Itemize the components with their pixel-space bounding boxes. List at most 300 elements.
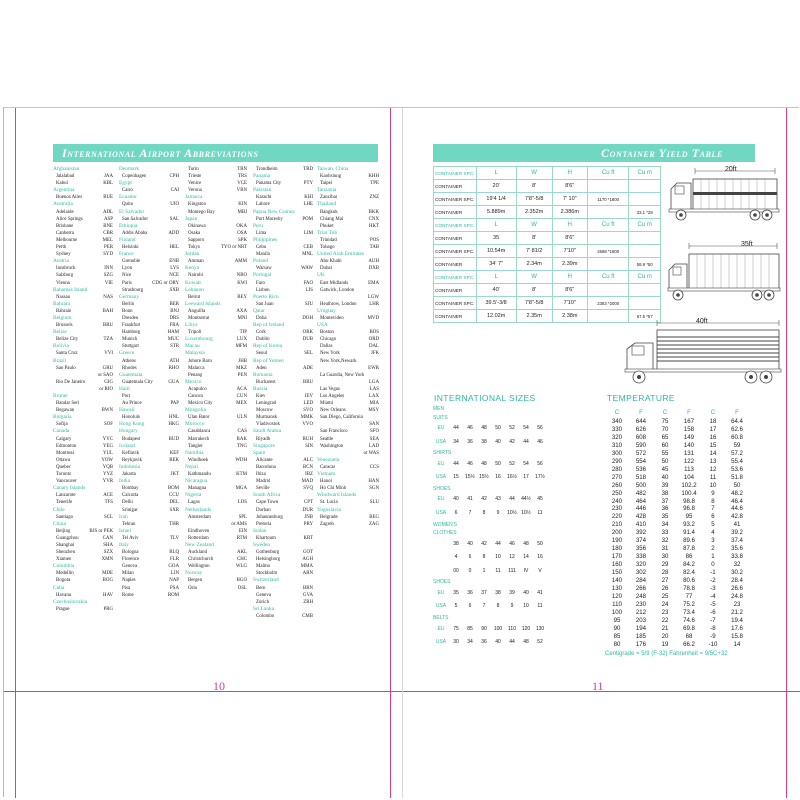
airport-code: YQB (102, 464, 113, 470)
city-name: Geneva (256, 592, 271, 598)
country-heading (253, 272, 313, 279)
airport-code: LIS (305, 287, 313, 293)
airport-entry (53, 592, 113, 599)
city-name: Venice (188, 181, 202, 187)
country-heading (119, 180, 179, 187)
airport-entry (253, 457, 313, 464)
country-name: El Salvador (119, 208, 145, 215)
temperature-row (605, 450, 775, 458)
airport-entry (317, 194, 379, 201)
size-value: 42 (481, 496, 487, 503)
airport-code: KWI (237, 280, 247, 286)
city-name (317, 365, 320, 372)
container-header-cell: W (516, 167, 552, 180)
city-name: San Diego, California (320, 415, 363, 421)
airport-entry (53, 549, 113, 556)
airport-entry (53, 436, 113, 443)
container-header-cell: H (552, 271, 587, 284)
temperature-value: 170 (611, 553, 623, 561)
airport-code: JNB (304, 514, 313, 520)
airport-entry (185, 528, 247, 535)
airport-code: THR (169, 521, 179, 527)
container-row (434, 297, 661, 310)
airport-entry (253, 244, 313, 251)
country-name: Iceland (119, 442, 135, 449)
airport-entry (317, 350, 379, 357)
truck-35ft-label: 35ft (741, 241, 753, 248)
city-name: Vancouver (56, 479, 77, 485)
temperature-value: 35.6 (731, 545, 743, 553)
right-page-number: 11 (592, 679, 604, 693)
airport-entry (185, 428, 247, 435)
size-value: 0 (468, 567, 472, 574)
airport-entry (119, 535, 179, 542)
city-name: Quebec (56, 464, 71, 470)
temperature-value: 1 (711, 553, 715, 561)
airport-entry (185, 230, 247, 237)
airport-entry (317, 244, 379, 251)
temperature-value: 17 (709, 425, 717, 433)
temperature-value: 6 (711, 513, 715, 521)
temperature-value: 9 (711, 489, 715, 497)
airport-entry (317, 478, 379, 485)
airport-entry (317, 514, 379, 521)
country-name: Romania (253, 371, 273, 378)
size-value: 16 (495, 474, 501, 481)
airport-code: GOT (302, 550, 313, 556)
temperature-value: 12 (709, 465, 717, 473)
city-name: Okinawa (188, 223, 206, 229)
airport-code: BRN (302, 585, 313, 591)
city-name: San Salvador (122, 216, 148, 222)
size-value: 38 (495, 589, 501, 596)
airport-entry (53, 478, 113, 485)
city-name: Bern (256, 585, 266, 591)
airport-entry (317, 336, 379, 343)
container-cuft (587, 232, 628, 245)
airport-entry (53, 322, 113, 329)
airport-code: KRT (303, 535, 313, 541)
temperature-value: 16 (709, 433, 717, 441)
temperature-value: 34 (661, 521, 669, 529)
size-value: 44 (523, 438, 529, 445)
airport-entry (185, 209, 247, 216)
temperature-row (605, 418, 775, 426)
country-heading (253, 577, 313, 584)
container-height: 8'6" (552, 232, 587, 245)
city-name: La Guardia, New York (320, 372, 365, 378)
country-heading (253, 209, 313, 216)
airport-entry (317, 180, 379, 187)
country-name: Brunei (53, 393, 68, 399)
airport-code: NAS (103, 294, 113, 300)
temperature-value: 130 (611, 585, 623, 593)
airport-entry (53, 365, 113, 372)
city-name: Adelaide (56, 209, 74, 215)
temperature-row (605, 585, 775, 593)
temperature-value: 10 (709, 481, 717, 489)
city-name: Cairo (122, 188, 133, 194)
city-name: Auckland (188, 550, 208, 556)
temperature-row (605, 521, 775, 529)
airport-code: BGO (236, 578, 247, 584)
temperature-value: 120 (611, 592, 623, 600)
airport-entry (253, 194, 313, 201)
container-cuft: 1170 *1800 (587, 193, 628, 206)
temperature-value: 75.2 (683, 600, 695, 608)
temperature-value: 29 (661, 561, 669, 569)
city-name: Eindhoven (188, 528, 210, 534)
airport-code: SPL (238, 514, 247, 520)
size-group-heading: MEN (433, 406, 445, 412)
country-name: South Africa (253, 492, 281, 499)
airport-code: WLG (235, 564, 247, 570)
airport-entry (253, 549, 313, 556)
temperature-value: 24.8 (731, 592, 743, 600)
airport-code: SFO (370, 429, 379, 435)
city-name (317, 294, 320, 301)
size-value: 54 (523, 460, 529, 467)
country-heading (119, 166, 179, 173)
airport-code: VCE (237, 181, 247, 187)
city-name: Milan (122, 571, 134, 577)
airport-code: PRY (303, 521, 313, 527)
airport-code: OSL (237, 585, 247, 591)
temperature-value: 55.4 (731, 457, 743, 465)
airport-entry (253, 592, 313, 599)
city-name: Lanzarote (56, 493, 76, 499)
size-value: 39 (509, 589, 515, 596)
country-heading (253, 237, 313, 244)
city-name: Pisa (122, 585, 131, 591)
temperature-value: 464 (635, 497, 647, 505)
container-height: 8'6" (552, 180, 587, 193)
country-heading (119, 251, 179, 258)
container-height: 7'10" (552, 245, 587, 258)
airport-entry (53, 379, 113, 386)
country-heading (119, 350, 179, 357)
airport-entry (253, 216, 313, 223)
size-row (433, 422, 603, 436)
city-name: San Juan (256, 301, 274, 307)
city-name: Dallas (320, 344, 333, 350)
temperature-value: 50 (661, 457, 669, 465)
airport-entry (53, 606, 113, 613)
airport-code: RAK (236, 436, 247, 442)
airport-code: LAD (368, 443, 379, 449)
airport-code: JHB (238, 358, 247, 364)
city-name: Athens (122, 358, 136, 364)
temperature-value: 100.4 (681, 489, 697, 497)
city-name: Lahore (256, 202, 270, 208)
city-name: Guatemala City (122, 379, 153, 385)
temperature-row (605, 482, 775, 490)
airport-code: MGA (235, 486, 247, 492)
country-name: Macau (185, 343, 200, 350)
temperature-value: 40 (661, 473, 669, 481)
airport-entry (53, 230, 113, 237)
airport-code: CNX (368, 216, 379, 222)
airport-code: YUL (102, 450, 113, 456)
size-value: 44 (509, 496, 515, 503)
city-name: Havana (56, 592, 71, 598)
container-height: 2.38m (552, 310, 587, 323)
airport-code: JKT (170, 472, 179, 478)
country-name: Lebanon (185, 286, 204, 293)
airport-code: DAL (368, 344, 379, 350)
airport-code (111, 400, 113, 407)
size-value: 14 (523, 554, 529, 561)
city-name: Osaka (188, 230, 201, 236)
country-name: Canada (53, 428, 70, 435)
city-name: Acapulco (188, 386, 207, 392)
airport-code: GVA (303, 592, 313, 598)
country-name: Haiti (119, 385, 130, 392)
airport-code: or WAS (363, 450, 379, 456)
city-name: New York (320, 351, 340, 357)
airport-code: ENB (169, 259, 179, 265)
airport-entry (53, 556, 113, 563)
city-name: Abu Khabi (320, 259, 342, 265)
city-name: Prague (56, 606, 70, 612)
size-value: 48 (523, 540, 529, 547)
airport-code: SJU (304, 301, 313, 307)
airport-entry (185, 372, 247, 379)
airport-entry (119, 492, 179, 499)
size-value: 42 (509, 438, 515, 445)
container-length: 34' 7" (476, 258, 516, 271)
airport-entry (119, 379, 179, 386)
airport-code: SPK (238, 237, 247, 243)
temperature-value: 68 (685, 632, 693, 640)
country-heading (185, 251, 247, 258)
temperature-value: 60.8 (731, 433, 743, 441)
temperature-value: -2 (710, 577, 716, 585)
city-name: Doha (256, 315, 267, 321)
temperature-value: 140 (611, 577, 623, 585)
airport-entry (253, 407, 313, 414)
temperature-value: 572 (635, 449, 647, 457)
country-name: Chile (53, 506, 65, 513)
size-group-heading: SHOES (433, 579, 451, 586)
airport-entry (185, 549, 247, 556)
temperature-value: 30.2 (731, 569, 743, 577)
airport-code: CCS (369, 464, 379, 470)
airport-page-title: International Airport Abbreviations (62, 146, 259, 160)
size-value: 110 (508, 625, 516, 632)
container-height: 2.386m (552, 206, 587, 219)
temperature-row (605, 458, 775, 466)
airport-entry (119, 450, 179, 457)
size-value: V (538, 567, 542, 574)
temperature-value: 22 (661, 616, 669, 624)
size-row (433, 623, 603, 637)
container-label: CONTAINER SPC. (434, 245, 477, 258)
airport-entry (119, 358, 179, 365)
airport-entry (53, 407, 113, 414)
airport-code: BER (169, 301, 179, 307)
country-heading (185, 379, 247, 386)
country-name: Sri Lanka (253, 605, 275, 612)
airport-entry (185, 563, 247, 570)
airport-code: LYS (170, 266, 179, 272)
airport-code: BJS or PEK (89, 528, 113, 534)
temperature-value: 57.2 (731, 449, 743, 457)
airport-entry (53, 400, 113, 407)
airport-entry (185, 173, 247, 180)
airport-code: MKZ (236, 365, 247, 371)
airport-code: LAX (368, 394, 379, 399)
country-name: Rep of Yemen (253, 357, 284, 364)
airport-code: MMA (300, 564, 313, 570)
airport-code: TRS (238, 174, 247, 180)
city-name: Helsinki (122, 245, 139, 251)
airport-entry (317, 400, 379, 407)
temperature-value: 50 (733, 481, 741, 489)
country-heading (53, 358, 113, 365)
container-length: 35 (476, 232, 516, 245)
temperature-row (605, 609, 775, 617)
size-row (433, 458, 603, 472)
airport-code: ALC (303, 457, 313, 463)
airport-code: KHH (368, 174, 379, 180)
size-group-heading: SHIRTS (433, 450, 452, 457)
country-name: Denmark (119, 166, 140, 172)
size-value: 41 (467, 496, 473, 503)
airport-code: DXB (368, 266, 379, 272)
country-name: Saudi Arabia (253, 428, 281, 435)
temperature-value: 260 (611, 481, 623, 489)
container-header-cell: Cu ft (587, 167, 628, 180)
airport-code: KHI (304, 195, 313, 201)
airport-column-4 (253, 166, 313, 620)
airport-code: PEN (237, 372, 247, 378)
size-value: 17½ (535, 474, 545, 481)
container-header-cell: H (552, 167, 587, 180)
container-header-cell: H (552, 219, 587, 232)
country-heading (185, 280, 247, 287)
city-name: Chicago (320, 337, 337, 343)
city-name: Heathrow, London (320, 301, 357, 307)
city-name: Jakarta (122, 472, 136, 478)
country-name: Mongolia (185, 407, 206, 414)
airport-entry (185, 244, 247, 251)
airport-code: WAW (301, 266, 313, 272)
airport-entry (119, 400, 179, 407)
airport-entry (253, 521, 313, 528)
temperature-value: 80 (613, 640, 621, 648)
container-cum (629, 297, 661, 310)
size-value: 40 (467, 540, 473, 547)
airport-entry (185, 485, 247, 492)
airport-entry (185, 386, 247, 393)
temperature-value: 150 (611, 569, 623, 577)
airport-code: MDE (102, 571, 113, 577)
temperature-value: 15 (709, 441, 717, 449)
country-heading (185, 478, 247, 485)
city-name: Riyadh (256, 436, 271, 442)
country-name: Finland (119, 236, 136, 243)
temperature-value: -6 (710, 608, 716, 616)
airport-entry (53, 514, 113, 521)
city-name: Vienna (56, 280, 70, 286)
airport-entry (185, 201, 247, 208)
country-heading (185, 450, 247, 457)
size-value: 45 (537, 496, 543, 503)
temperature-value: 23 (661, 608, 669, 616)
airport-code: INN (104, 266, 113, 272)
size-value: 1 (482, 567, 486, 574)
right-margin-line (786, 108, 787, 798)
airport-code: LUX (236, 337, 247, 343)
airport-code: TLV (169, 535, 179, 541)
city-name: Moscow (256, 408, 273, 414)
temperature-value: 482 (635, 489, 647, 497)
city-name: Sofija (56, 422, 68, 428)
temperature-value: -7 (710, 616, 716, 624)
airport-code: DUR (302, 507, 313, 513)
container-header-cell: L (476, 271, 516, 284)
right-page (402, 108, 800, 798)
country-heading (317, 492, 379, 499)
container-cuft (587, 180, 628, 193)
city-name: Shenzhen (56, 550, 76, 556)
city-name: Dublin (256, 337, 270, 343)
country-heading (185, 350, 247, 357)
size-value: 36 (481, 639, 487, 646)
temperature-value: 59 (733, 441, 741, 449)
airport-code: MIA (369, 401, 379, 407)
container-row (434, 206, 661, 219)
city-name: East Midlands (320, 280, 349, 286)
size-group-heading: SHOES (433, 485, 451, 492)
country-heading (119, 542, 179, 549)
airport-code: SLU (369, 500, 379, 506)
container-width: 8' (516, 284, 552, 297)
airport-entry (53, 457, 113, 464)
airport-entry (317, 173, 379, 180)
temperature-value: 53.6 (731, 465, 743, 473)
temperature-value: 210 (611, 521, 623, 529)
temperature-value: 284 (635, 577, 647, 585)
airport-code (377, 358, 379, 365)
city-name: Ibiza (256, 472, 266, 478)
temperature-row (605, 553, 775, 561)
city-name: Chiang Mai (320, 216, 344, 222)
container-cum (629, 245, 661, 258)
city-name: Faro (256, 280, 265, 286)
temperature-value: 84.2 (683, 561, 695, 569)
airport-entry (53, 223, 113, 230)
temperature-value: 230 (611, 505, 623, 513)
city-name: Frankfurt (122, 323, 141, 329)
city-name (185, 521, 188, 528)
size-region: USA (435, 474, 447, 481)
country-heading (253, 542, 313, 549)
airport-entry (53, 180, 113, 187)
temperature-value: -1 (710, 569, 716, 577)
size-value: 38 (453, 540, 459, 547)
temperature-value: 95 (613, 616, 621, 624)
country-name: France (119, 251, 134, 258)
airport-entry (53, 336, 113, 343)
temperature-value: -5 (710, 600, 716, 608)
country-heading (119, 478, 179, 485)
airport-entry (185, 294, 247, 301)
temperature-row (605, 633, 775, 641)
temperature-value: 290 (611, 457, 623, 465)
airport-entry (253, 471, 313, 478)
